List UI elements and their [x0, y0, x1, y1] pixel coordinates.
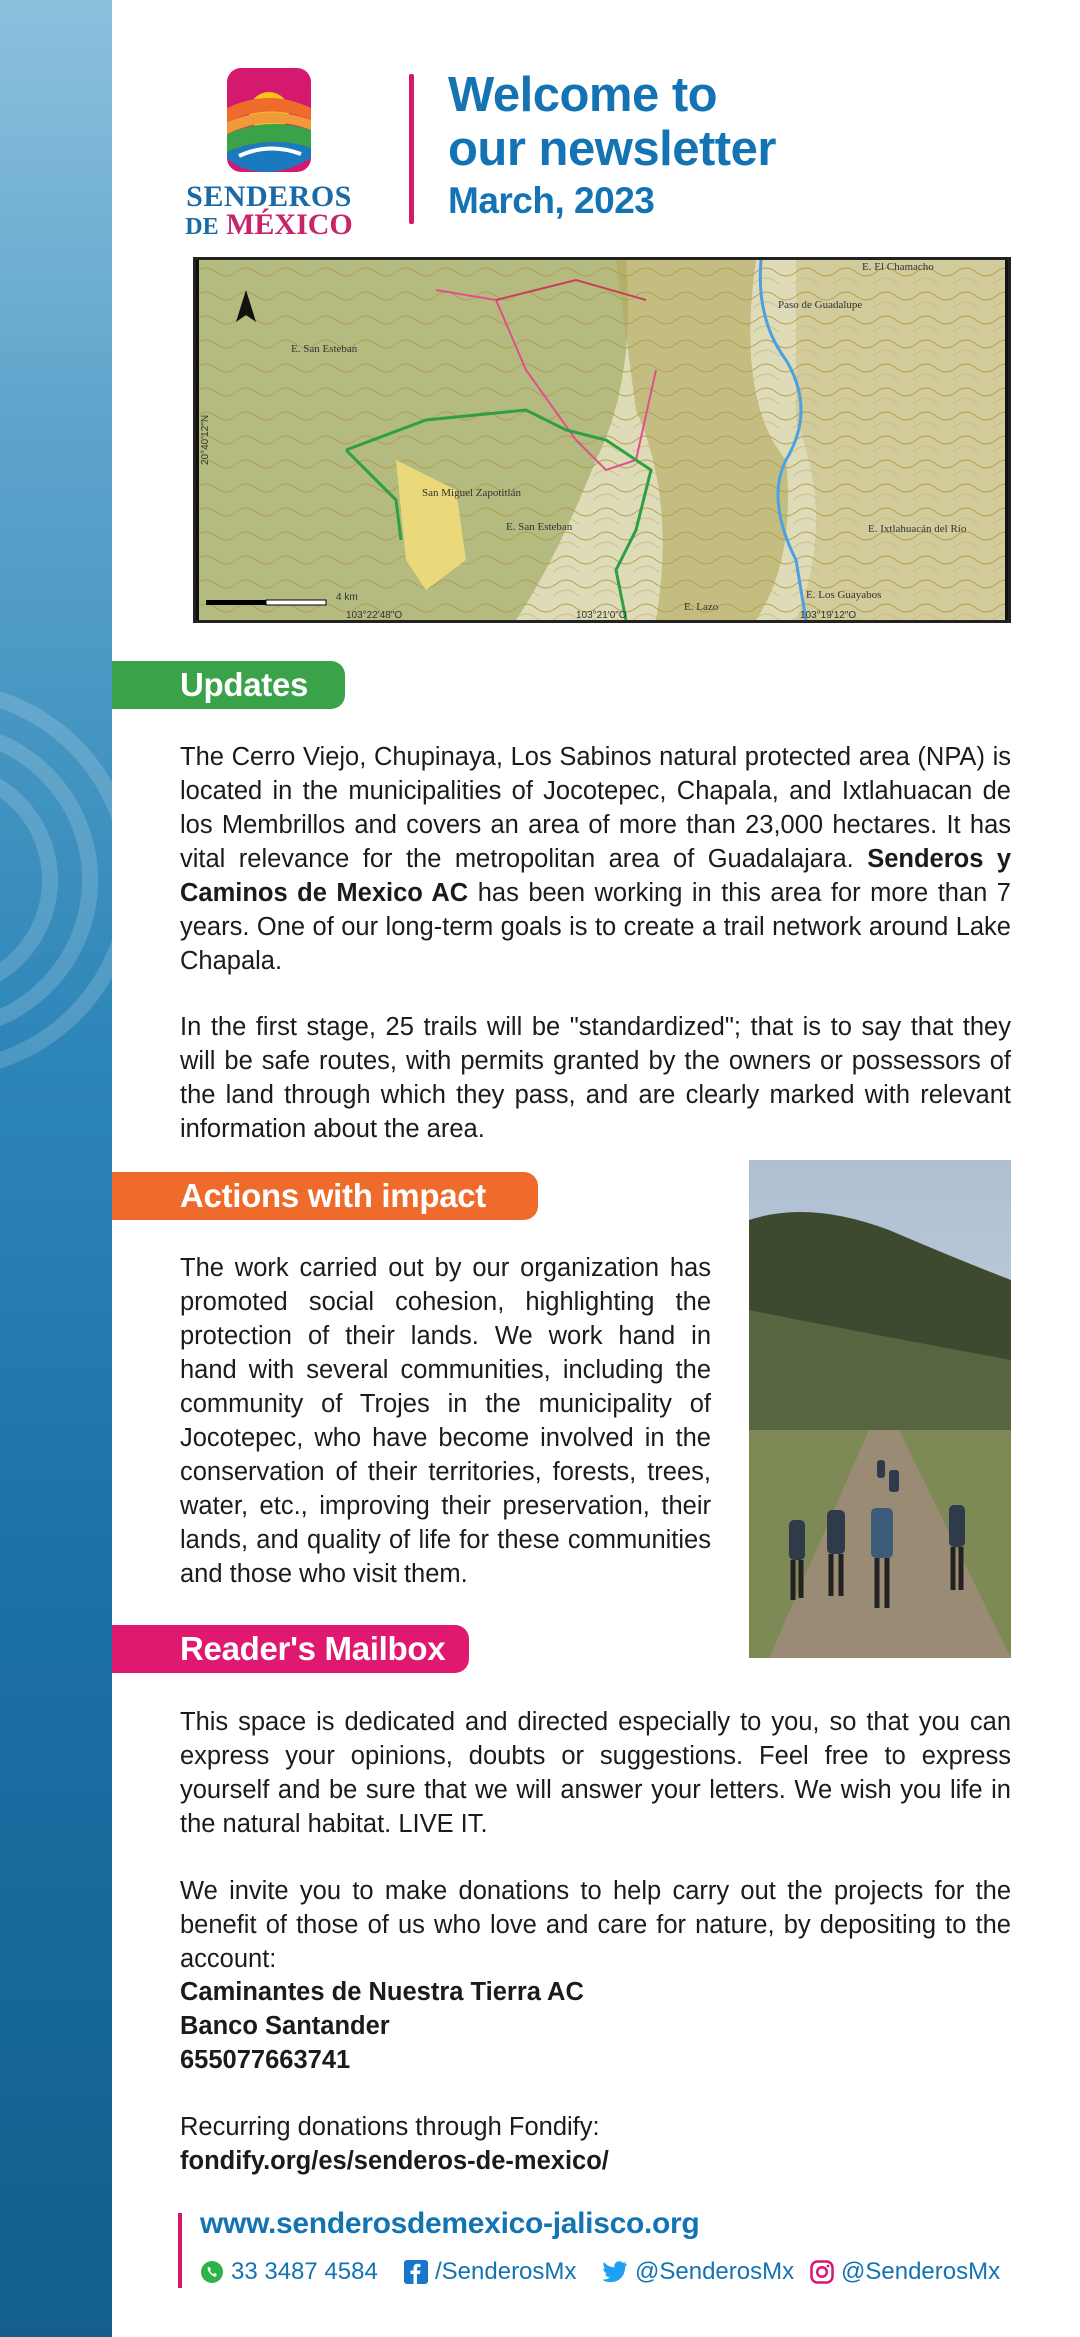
map-lat-label: 20°40'12"N [200, 414, 211, 465]
logo-name-line1: SENDEROS [186, 180, 352, 213]
map-label-ixtlahuacan: E. Ixtlahuacán del Río [868, 523, 967, 535]
trail-map [193, 257, 1011, 623]
facebook-link[interactable] [404, 2258, 576, 2286]
map-lon-label-3: 103°19'12"O [800, 610, 857, 620]
facebook-icon [404, 2260, 428, 2284]
footer-divider [178, 2213, 182, 2288]
decorative-sidebar [0, 0, 112, 2337]
mailbox-paragraph-2: We invite you to make donations to help carry out the projects for the benefit of those of us who love and care for nature, by depositing to the account: [180, 1877, 1011, 1973]
account-number: 655077663741 [180, 2046, 351, 2074]
account-name: Caminantes de Nuestra Tierra AC [180, 1978, 584, 2006]
map-label-lazo: E. Lazo [684, 601, 719, 613]
updates-paragraph-2: In the first stage, 25 trails will be "standardized"; that is to say that they will be safe routes, with permits granted by the owners or possessors of the land through which they pass, and are clearly marked with relevant information about the area. [180, 1013, 1011, 1143]
map-lon-label-2: 103°21'0"O [576, 610, 627, 620]
map-label-san-esteban-1: E. San Esteban [291, 343, 358, 355]
map-label-san-miguel: San Miguel Zapotitlán [422, 487, 521, 499]
instagram-icon [810, 2260, 834, 2284]
twitter-link[interactable] [602, 2258, 794, 2286]
topographic-map-image [196, 260, 1008, 620]
bank-name: Banco Santander [180, 2012, 390, 2040]
account-details [180, 1975, 1011, 2077]
phone-contact[interactable] [200, 2258, 378, 2286]
hikers-photo [749, 1160, 1011, 1658]
phone-number: 33 3487 4584 [231, 2258, 378, 2285]
logo-mark-icon [227, 68, 311, 172]
fondify-link[interactable]: fondify.org/es/senderos-de-mexico/ [180, 2147, 609, 2175]
logo-name-prefix: DE [185, 214, 219, 240]
section-heading-mailbox: Reader's Mailbox [112, 1625, 469, 1673]
actions-paragraph: The work carried out by our organization has promoted social cohesion, highlighting the protection of their lands. We work hand in hand with several communities, including the community of Trojes in the municipality of Jocotepec, who have become involved in the conservation of their territories, forests, trees, water, etc., improving their preservation, their lands, and quality of life for these communities and those who visit them. [180, 1254, 711, 1588]
updates-text-b: has been working in this area for more than 7 years. One of our long-term goals is to create a trail network around Lake Chapala. [180, 879, 1011, 975]
newsletter-title [448, 68, 776, 176]
instagram-handle: @SenderosMx [841, 2258, 1001, 2285]
newsletter-date: March, 2023 [448, 180, 655, 221]
hikers-trail-image [749, 1160, 1011, 1658]
recurring-donation-label: Recurring donations through Fondify: [180, 2113, 600, 2141]
facebook-handle: /SenderosMx [435, 2258, 577, 2285]
map-lon-label-1: 103°22'48"O [346, 610, 403, 620]
sidebar-arcs [0, 0, 112, 2337]
header-divider [409, 74, 414, 224]
section-heading-updates: Updates [112, 661, 345, 709]
whatsapp-icon [200, 2260, 224, 2284]
mailbox-paragraph-1: This space is dedicated and directed especially to you, so that you can express your opinions, doubts or suggestions. Feel free to express yourself and be sure that we will answer your letters. We wish you life in the natural habitat. LIVE IT. [180, 1708, 1011, 1838]
section-heading-actions: Actions with impact [112, 1172, 538, 1220]
twitter-handle: @SenderosMx [635, 2258, 795, 2285]
map-label-chamacho: E. El Chamacho [862, 261, 934, 273]
logo-name-line2 [178, 208, 360, 242]
instagram-link[interactable] [810, 2258, 1000, 2286]
twitter-icon [602, 2261, 628, 2283]
map-label-paso-guadalupe: Paso de Guadalupe [778, 299, 863, 311]
updates-paragraph-1 [180, 740, 1011, 978]
website-link[interactable]: www.senderosdemexico-jalisco.org [200, 2207, 700, 2240]
map-scale-bar [206, 600, 326, 605]
map-label-guayabos: E. Los Guayabos [806, 589, 882, 601]
map-label-san-esteban-2: E. San Esteban [506, 521, 573, 533]
map-scale-label: 4 km [336, 592, 358, 603]
updates-text-a: The Cerro Viejo, Chupinaya, Los Sabinos natural protected area (NPA) is located in the municipalities of Jocotepec, Chapala, and Ixtlahuacan de los Membrillos and covers an area of more than 23,000 hectares. It has vital relevance for the metropolitan area of Guadalajara. [180, 743, 1011, 873]
org-name-bold: Senderos y Caminos de Mexico AC [180, 845, 1012, 907]
title-line-2: our newsletter [448, 122, 776, 176]
title-line-1: Welcome to [448, 68, 718, 122]
logo-name-main: MÉXICO [226, 208, 353, 241]
